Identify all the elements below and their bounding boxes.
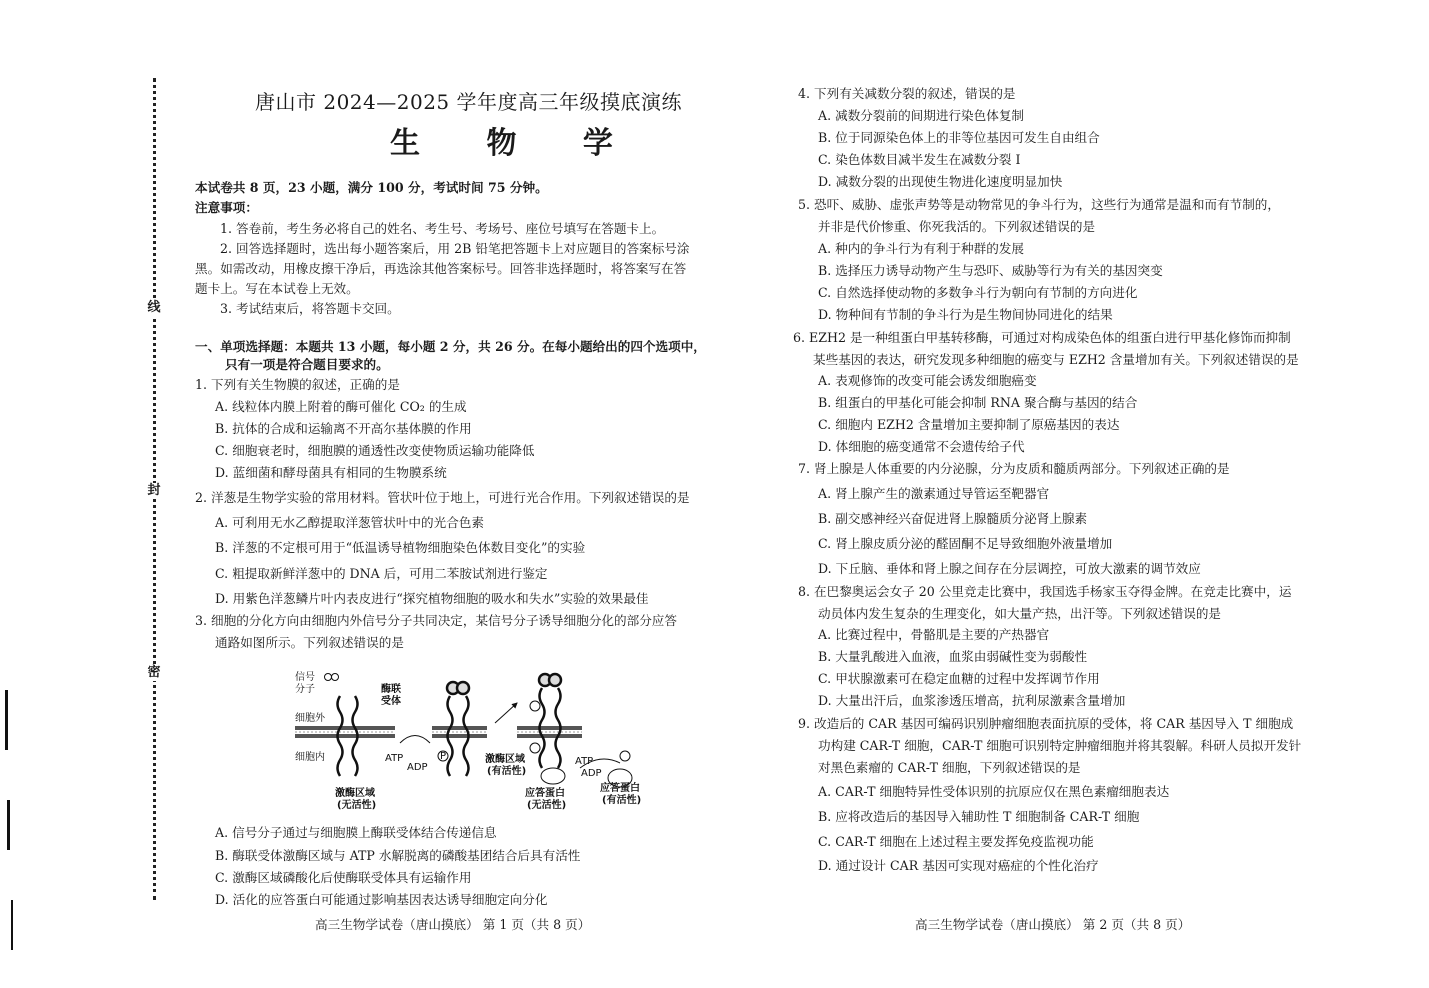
label-adp: ADP bbox=[407, 762, 428, 773]
option-d: D. 用紫色洋葱鳞片叶内表皮进行“探究植物细胞的吸水和失水”实验的效果最佳 bbox=[215, 591, 649, 606]
option-a: A. 表观修饰的改变可能会诱发细胞癌变 bbox=[818, 373, 1037, 388]
question-stem: 1. 下列有关生物膜的叙述，正确的是 bbox=[195, 377, 400, 392]
question-stem: 9. 改造后的 CAR 基因可编码识别肿瘤细胞表面抗原的受体，将 CAR 基因导入 T 细胞成 bbox=[798, 716, 1294, 731]
label-signal-2: 分子 bbox=[295, 684, 315, 695]
label-receptor-2: 受体 bbox=[381, 696, 401, 707]
signal-molecule bbox=[325, 674, 332, 681]
option-c: C. 细胞内 EZH2 含量增加主要抑制了原癌基因的表达 bbox=[818, 417, 1120, 432]
option-d: D. 大量出汗后，血浆渗透压增高，抗利尿激素含量增加 bbox=[818, 693, 1126, 708]
label-kinase-active: 激酶区域 bbox=[485, 754, 525, 765]
option-d: D. 减数分裂的出现使生物进化速度明显加快 bbox=[818, 174, 1063, 189]
option-a: A. 比赛过程中，骨骼肌是主要的产热器官 bbox=[818, 627, 1050, 642]
option-d: D. 物种间有节制的争斗行为是生物间协同进化的结果 bbox=[818, 307, 1113, 322]
receptor-active bbox=[539, 674, 561, 768]
notice-item: 题卡上。写在本试卷上无效。 bbox=[195, 281, 359, 296]
notice-item: 黑。如需改动，用橡皮擦干净后，再选涂其他答案标号。回答非选择题时，将答案写在答 bbox=[195, 261, 687, 276]
option-c: C. 自然选择使动物的多数争斗行为朝向有节制的方向进化 bbox=[818, 285, 1138, 300]
option-b: B. 应将改造后的基因导入辅助性 T 细胞制备 CAR-T 细胞 bbox=[818, 809, 1140, 824]
arrow-icon bbox=[400, 736, 430, 744]
notice-item: 3. 考试结束后，将答题卡交回。 bbox=[220, 301, 400, 316]
label-signal: 信号 bbox=[295, 672, 315, 683]
option-d: D. 活化的应答蛋白可能通过影响基因表达诱导细胞定向分化 bbox=[215, 892, 548, 907]
label-inside: 细胞内 bbox=[295, 752, 325, 763]
option-b: B. 大量乳酸进入血液，血浆由弱碱性变为弱酸性 bbox=[818, 649, 1088, 664]
option-d: D. 蓝细菌和酵母菌具有相同的生物膜系统 bbox=[215, 465, 447, 480]
label-receptor: 酶联 bbox=[381, 684, 401, 695]
question-stem-cont: 动员体内发生复杂的生理变化，如大量产热，出汗等。下列叙述错误的是 bbox=[818, 606, 1221, 621]
option-b: B. 位于同源染色体上的非等位基因可发生自由组合 bbox=[818, 130, 1100, 145]
label-atp: ATP bbox=[385, 753, 404, 764]
receptor-pathway-diagram bbox=[295, 668, 665, 818]
question-stem: 6. EZH2 是一种组蛋白甲基转移酶，可通过对构成染色体的组蛋白进行甲基化修饰而抑制 bbox=[793, 330, 1291, 345]
option-a: A. CAR-T 细胞特异性受体识别的抗原应仅在黑色素瘤细胞表达 bbox=[818, 784, 1170, 799]
option-b: B. 选择压力诱导动物产生与恐吓、威胁等行为有关的基因突变 bbox=[818, 263, 1163, 278]
option-a: A. 信号分子通过与细胞膜上酶联受体结合传递信息 bbox=[215, 825, 497, 840]
option-a: A. 种内的争斗行为有利于种群的发展 bbox=[818, 241, 1025, 256]
question-stem-cont: 对黑色素瘤的 CAR-T 细胞，下列叙述错误的是 bbox=[818, 760, 1081, 775]
label-response-active-2: (有活性) bbox=[602, 795, 642, 806]
phosphate-icon bbox=[530, 701, 540, 711]
option-c: C. 肾上腺皮质分泌的醛固酮不足导致细胞外液量增加 bbox=[818, 536, 1113, 551]
option-c: C. 细胞衰老时，细胞膜的通透性改变使物质运输功能降低 bbox=[215, 443, 535, 458]
question-stem-cont: 并非是代价惨重、你死我活的。下列叙述错误的是 bbox=[818, 219, 1096, 234]
label-outside: 细胞外 bbox=[295, 713, 325, 724]
scan-mark bbox=[7, 800, 10, 850]
exam-intro: 本试卷共 8 页，23 小题，满分 100 分，考试时间 75 分钟。 bbox=[195, 180, 548, 195]
binding-char-mi: 密 bbox=[147, 665, 161, 680]
option-b: B. 酶联受体激酶区域与 ATP 水解脱离的磷酸基团结合后具有活性 bbox=[215, 848, 581, 863]
label-response-inactive-2: (无活性) bbox=[527, 800, 567, 811]
option-a: A. 肾上腺产生的激素通过导管运至靶器官 bbox=[818, 486, 1050, 501]
section-title-cont: 只有一项是符合题目要求的。 bbox=[225, 357, 389, 372]
notice-heading: 注意事项： bbox=[195, 200, 258, 215]
label-kinase-inactive-2: (无活性) bbox=[337, 800, 377, 811]
label-adp-2: ADP bbox=[581, 768, 602, 779]
notice-item: 1. 答卷前，考生务必将自己的姓名、考生号、考场号、座位号填写在答题卡上。 bbox=[220, 221, 665, 236]
question-stem-cont: 功构建 CAR-T 细胞，CAR-T 细胞可识别特定肿瘤细胞并将其裂解。科研人员拟开发针 bbox=[818, 738, 1302, 753]
question-stem-cont: 通路如图所示。下列叙述错误的是 bbox=[215, 635, 404, 650]
label-kinase-active-2: (有活性) bbox=[487, 766, 527, 777]
scan-mark bbox=[11, 900, 13, 950]
page-footer: 高三生物学试卷（唐山摸底） 第 2 页（共 8 页） bbox=[915, 917, 1191, 932]
arrow-icon bbox=[495, 703, 517, 723]
response-protein-inactive bbox=[541, 768, 565, 784]
option-d: D. 通过设计 CAR 基因可实现对癌症的个性化治疗 bbox=[818, 858, 1099, 873]
option-a: A. 可利用无水乙醇提取洋葱管状叶中的光合色素 bbox=[215, 515, 484, 530]
phosphate-icon bbox=[530, 743, 540, 753]
question-stem: 5. 恐吓、威胁、虚张声势等是动物常见的争斗行为，这些行为通常是温和而有节制的， bbox=[798, 197, 1280, 212]
signal-molecule bbox=[332, 674, 339, 681]
scan-mark bbox=[5, 690, 8, 750]
option-b: B. 洋葱的不定根可用于“低温诱导植物细胞染色体数目变化”的实验 bbox=[215, 540, 586, 555]
option-d: D. 下丘脑、垂体和肾上腺之间存在分层调控，可放大激素的调节效应 bbox=[818, 561, 1201, 576]
exam-title-main: 生 物 学 bbox=[390, 126, 641, 161]
question-stem-cont: 某些基因的表达，研究发现多种细胞的癌变与 EZH2 含量增加有关。下列叙述错误的是 bbox=[813, 352, 1299, 367]
question-stem: 4. 下列有关减数分裂的叙述，错误的是 bbox=[798, 86, 1016, 101]
option-c: C. 粗提取新鲜洋葱中的 DNA 后，可用二苯胺试剂进行鉴定 bbox=[215, 566, 548, 581]
label-response-inactive: 应答蛋白 bbox=[525, 788, 565, 799]
question-stem: 7. 肾上腺是人体重要的内分泌腺，分为皮质和髓质两部分。下列叙述正确的是 bbox=[798, 461, 1230, 476]
question-stem: 8. 在巴黎奥运会女子 20 公里竞走比赛中，我国选手杨家玉夺得金牌。在竞走比赛中，运 bbox=[798, 584, 1292, 599]
binding-char-feng: 封 bbox=[147, 483, 161, 498]
option-c: C. CAR-T 细胞在上述过程主要发挥免疫监视功能 bbox=[818, 834, 1094, 849]
option-c: C. 染色体数目减半发生在减数分裂 Ⅰ bbox=[818, 152, 1021, 167]
option-a: A. 减数分裂前的间期进行染色体复制 bbox=[818, 108, 1025, 123]
option-c: C. 甲状腺激素可在稳定血糖的过程中发挥调节作用 bbox=[818, 671, 1100, 686]
phosphate-label: P bbox=[440, 751, 447, 762]
option-b: B. 组蛋白的甲基化可能会抑制 RNA 聚合酶与基因的结合 bbox=[818, 395, 1138, 410]
question-stem: 2. 洋葱是生物学实验的常用材料。管状叶位于地上，可进行光合作用。下列叙述错误的是 bbox=[195, 490, 690, 505]
option-d: D. 体细胞的癌变通常不会遗传给子代 bbox=[818, 439, 1025, 454]
label-kinase-inactive: 激酶区域 bbox=[335, 788, 375, 799]
section-title: 一、单项选择题：本题共 13 小题，每小题 2 分，共 26 分。在每小题给出的四个选项中， bbox=[195, 339, 706, 354]
option-a: A. 线粒体内膜上附着的酶可催化 CO₂ 的生成 bbox=[215, 399, 467, 414]
exam-title-sub: 唐山市 2024—2025 学年度高三年级摸底演练 bbox=[255, 90, 683, 114]
question-stem: 3. 细胞的分化方向由细胞内外信号分子共同决定，某信号分子诱导细胞分化的部分应答 bbox=[195, 613, 677, 628]
page-footer: 高三生物学试卷（唐山摸底） 第 1 页（共 8 页） bbox=[315, 917, 591, 932]
notice-item: 2. 回答选择题时，选出每小题答案后，用 2B 铅笔把答题卡上对应题目的答案标号涂 bbox=[220, 241, 690, 256]
option-b: B. 抗体的合成和运输离不开高尔基体膜的作用 bbox=[215, 421, 472, 436]
label-atp-2: ATP bbox=[575, 756, 594, 767]
phosphate-icon bbox=[620, 751, 630, 761]
binding-char-xian: 线 bbox=[147, 300, 161, 315]
option-c: C. 激酶区域磷酸化后使酶联受体具有运输作用 bbox=[215, 870, 472, 885]
option-b: B. 副交感神经兴奋促进肾上腺髓质分泌肾上腺素 bbox=[818, 511, 1088, 526]
label-response-active: 应答蛋白 bbox=[600, 783, 640, 794]
